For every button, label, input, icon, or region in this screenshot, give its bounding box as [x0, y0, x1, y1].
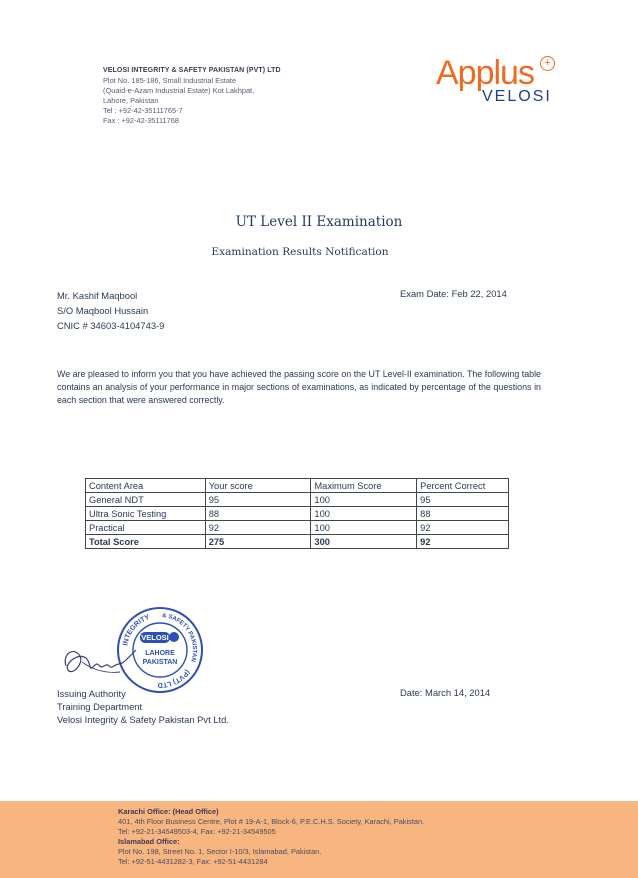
- cell-maximum-score: 100: [311, 521, 417, 535]
- logo-plus-icon: +: [540, 56, 555, 71]
- table-row: [86, 507, 509, 521]
- karachi-office-label: Karachi Office: (Head Office): [118, 807, 219, 816]
- cell-total-percent: 92: [417, 535, 509, 549]
- cell-total-score: 275: [205, 535, 311, 549]
- cell-maximum-score: 100: [311, 507, 417, 521]
- address-fax: Fax : +92-42-35111768: [103, 116, 179, 125]
- issue-date: Date: March 14, 2014: [400, 687, 491, 698]
- recipient-name: Mr. Kashif Maqbool: [57, 290, 138, 301]
- table-row: [86, 521, 509, 535]
- results-table: [85, 478, 509, 549]
- footer-text: [118, 807, 424, 867]
- logo-word-velosi: VELOSI: [482, 88, 552, 105]
- table-header-row: [86, 479, 509, 493]
- stamp-ring-right: (PVT) LTD: [157, 668, 191, 689]
- karachi-address: 401, 4th Floor Business Centre, Plot # 19-A-1, Block-6, P.E.C.H.S. Society, Karachi, Pakistan.: [118, 817, 425, 826]
- address-tel: Tel : +92-42-35111765-7: [103, 106, 183, 115]
- issuer-company: Velosi Integrity & Safety Pakistan Pvt Ltd.: [57, 714, 229, 725]
- company-name: VELOSI INTEGRITY & SAFETY PAKISTAN (PVT) LTD: [103, 67, 281, 74]
- notification-paragraph: We are pleased to inform you that you have achieved the passing score on the UT Level-II examination. The following table contains an analysis of your performance in major sections of examinations, as indicated by percentage of the questions in each section that were answered correctly.: [57, 369, 541, 405]
- header-percent-correct: Percent Correct: [417, 479, 509, 493]
- stamp-ring-text: [158, 668, 191, 688]
- cell-percent-correct: 88: [417, 507, 509, 521]
- document-title: UT Level II Examination: [235, 214, 403, 230]
- recipient-parent: S/O Maqbool Hussain: [57, 305, 149, 316]
- islamabad-contact: Tel: +92-51-4431282-3, Fax: +92-51-4431284: [118, 857, 268, 866]
- applus-velosi-logo: [436, 54, 556, 114]
- header-content-area: Content Area: [86, 479, 206, 493]
- exam-date: Exam Date: Feb 22, 2014: [400, 288, 507, 299]
- table-total-row: [86, 535, 509, 549]
- header-your-score: Your score: [205, 479, 311, 493]
- cell-percent-correct: 95: [417, 493, 509, 507]
- stamp-country-text: PAKISTAN: [142, 659, 178, 666]
- footer-band: [0, 801, 638, 878]
- stamp-velosi-text: VELOSI: [141, 633, 169, 642]
- company-address-block: [103, 66, 281, 126]
- cell-percent-correct: 92: [417, 521, 509, 535]
- cell-total-maximum: 300: [311, 535, 417, 549]
- logo-word-applus: Applus: [436, 54, 534, 92]
- islamabad-office-label: Islamabad Office:: [118, 837, 180, 846]
- stamp-ring-left: INTEGRITY: [122, 613, 151, 647]
- cell-content-area: Practical: [86, 521, 206, 535]
- address-line: Lahore, Pakistan: [103, 96, 159, 105]
- issuer-block: [57, 687, 229, 726]
- cell-maximum-score: 100: [311, 493, 417, 507]
- stamp-ring-bottom: & SAFETY PAKISTAN: [161, 613, 198, 663]
- stamp-logo-dot-icon: [169, 632, 179, 642]
- address-line: Plot No. 185-186, Small Industrial Estate: [103, 76, 237, 85]
- stamp-city-text: LAHORE: [145, 650, 175, 657]
- cell-content-area: General NDT: [86, 493, 206, 507]
- cell-total-label: Total Score: [86, 535, 206, 549]
- issuer-department: Training Department: [57, 701, 143, 712]
- header-maximum-score: Maximum Score: [311, 479, 417, 493]
- cell-your-score: 92: [205, 521, 311, 535]
- cell-content-area: Ultra Sonic Testing: [86, 507, 206, 521]
- islamabad-address: Plot No. 198, Street No. 1, Sector I-10/3, Islamabad, Pakistan.: [118, 847, 322, 856]
- address-line: (Quaid-e-Azam Industrial Estate) Kot Lakhpat,: [103, 86, 255, 95]
- issuer-role: Issuing Authority: [57, 688, 126, 699]
- document-subtitle: Examination Results Notification: [211, 246, 389, 258]
- cell-your-score: 95: [205, 493, 311, 507]
- table-row: [86, 493, 509, 507]
- recipient-block: [57, 288, 164, 333]
- karachi-contact: Tel: +92-21-34549503-4, Fax: +92-21-34549505: [118, 827, 276, 836]
- recipient-cnic: CNIC # 34603-4104743-9: [57, 320, 165, 331]
- handwritten-signature: [60, 636, 140, 686]
- cell-your-score: 88: [205, 507, 311, 521]
